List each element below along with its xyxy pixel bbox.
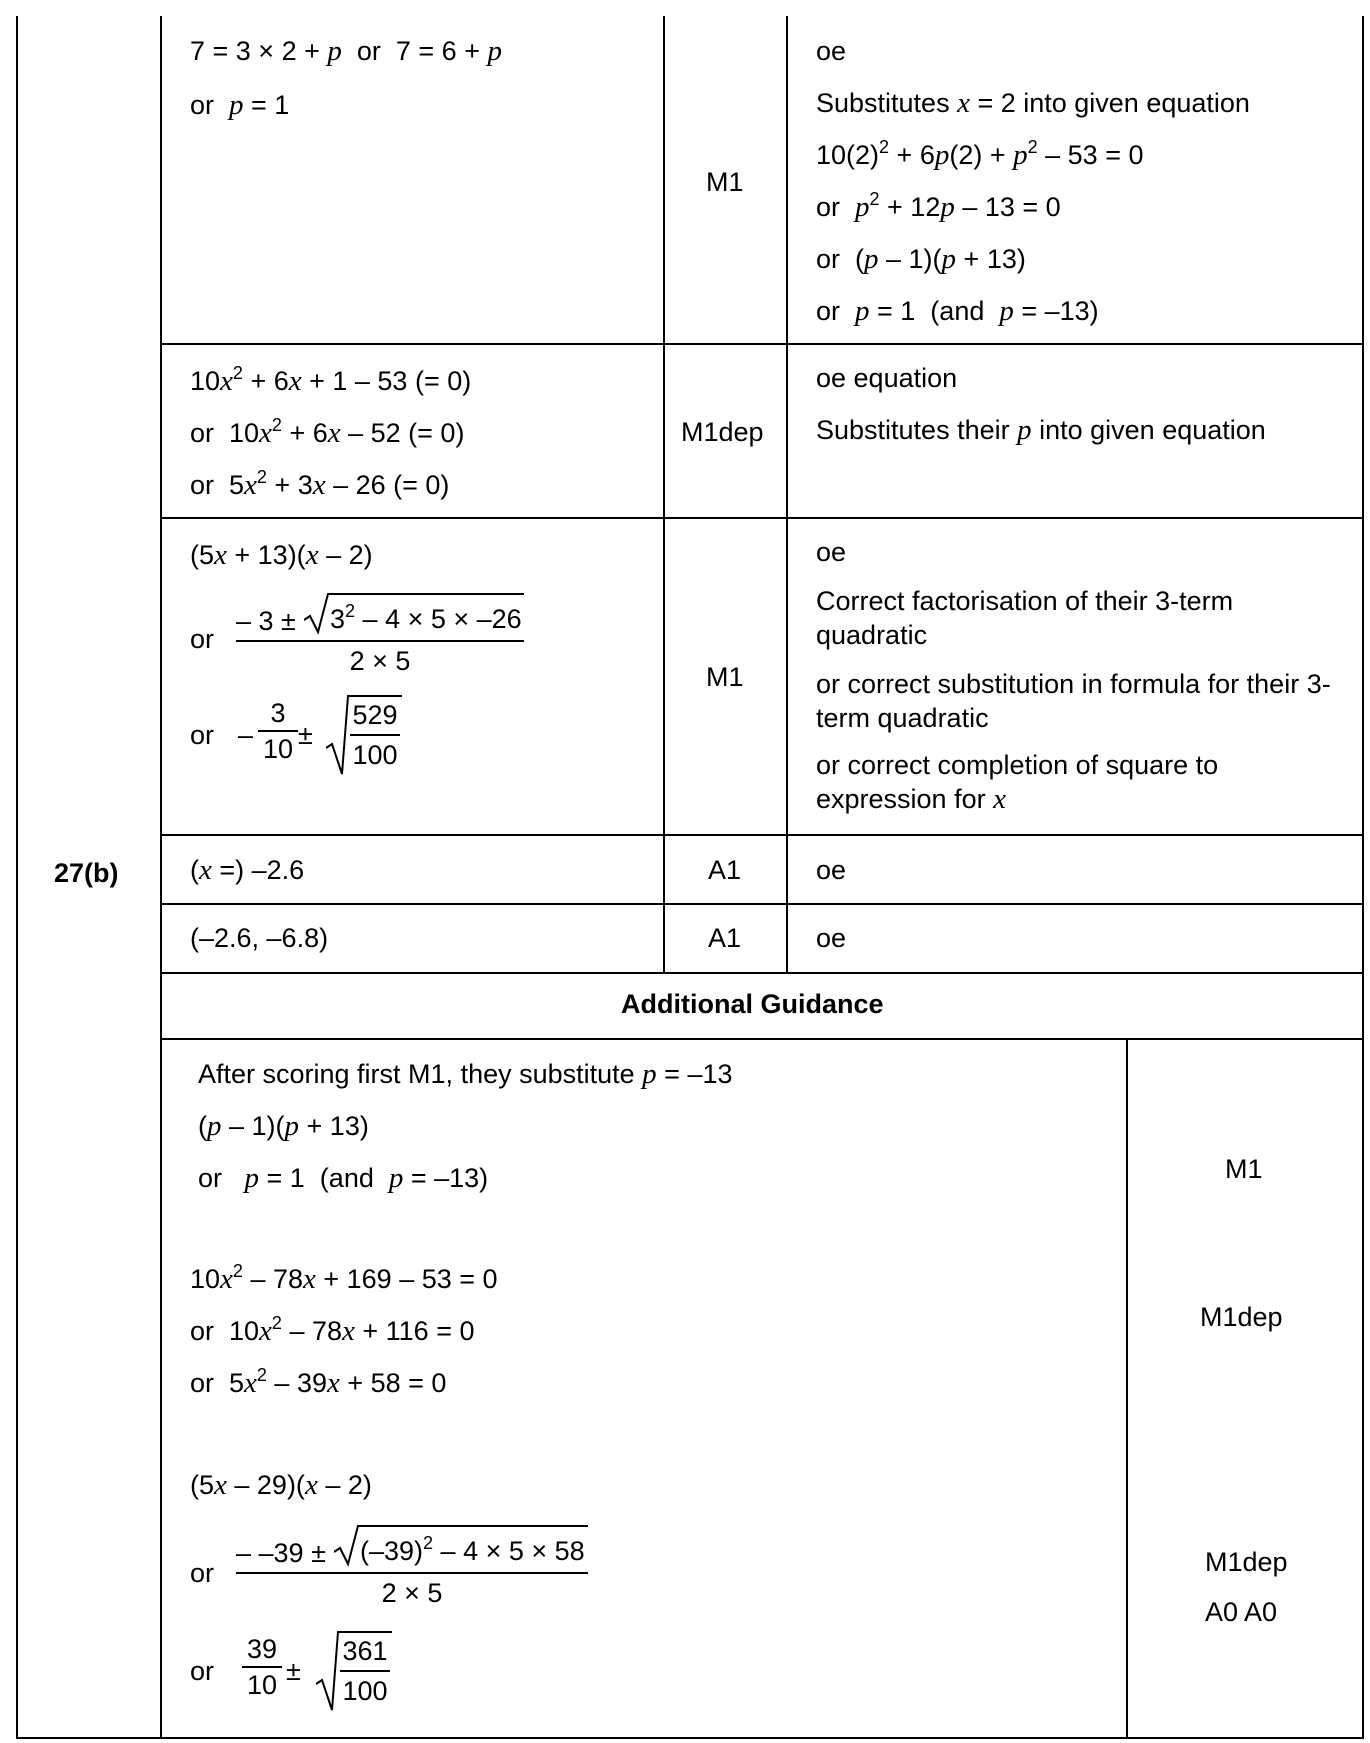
guidance-mark: M1	[1225, 1154, 1263, 1184]
table-border-bottom	[16, 1737, 1364, 1739]
guidance-mark: A0 A0	[1205, 1597, 1278, 1627]
guidance-line: After scoring first M1, they substitute p = –13	[198, 1058, 733, 1090]
working-line: or p = 1	[190, 89, 290, 121]
guidance-heading: Additional Guidance	[621, 989, 884, 1019]
comment-line: oe	[816, 537, 847, 567]
working-line: (–2.6, –6.8)	[190, 923, 329, 953]
comment-line: Substitutes their p into given equation	[816, 414, 1266, 446]
working-or: or	[190, 624, 215, 654]
fraction-3-over-10: 3 10	[258, 696, 298, 766]
comment-line: oe	[816, 36, 847, 66]
table-border-left	[16, 16, 18, 1739]
row-divider	[160, 343, 1364, 345]
working-line: or $5x^2 + 3x - 26$ (= 0)	[190, 467, 450, 501]
mark-column-left-divider	[663, 16, 665, 974]
table-border-right	[1362, 16, 1364, 1739]
comment-line: oe equation	[816, 363, 958, 393]
working-line: (x =) –2.6	[190, 854, 305, 886]
mark-cell: A1	[708, 923, 742, 953]
fraction-denominator: 2 × 5	[349, 646, 411, 676]
comment-line: $10(2)^2 + 6p(2) + p^2 - 53 = 0$	[816, 137, 1144, 171]
root-numerator: 529	[352, 700, 398, 730]
question-column-divider	[160, 16, 162, 1739]
guidance-line: or $10x^2 - 78x + 116 = 0$	[190, 1313, 475, 1347]
guidance-mark: M1dep	[1205, 1547, 1288, 1577]
comment-line: or p = 1 (and p = –13)	[816, 295, 1099, 327]
mark-cell: M1	[706, 662, 744, 692]
root-numerator: 361	[342, 1636, 388, 1666]
guidance-line: or $5x^2 - 39x + 58 = 0$	[190, 1365, 447, 1399]
root-529-over-100	[326, 694, 402, 776]
working-line: (5x + 13)(x – 2)	[190, 539, 373, 571]
mark-cell: M1dep	[681, 417, 764, 447]
row-divider	[160, 1038, 1364, 1040]
row-divider	[160, 972, 1364, 974]
guidance-mark-divider	[1126, 1038, 1128, 1739]
plus-minus: ±	[298, 720, 313, 750]
root-denominator: 100	[352, 740, 398, 770]
comment-line: or correct substitution in formula for their 3-term quadratic	[816, 669, 1331, 733]
guidance-line: (p – 1)(p + 13)	[198, 1110, 369, 1142]
comment-line: or (p – 1)(p + 13)	[816, 243, 1026, 275]
fraction-denominator: 2 × 5	[381, 1578, 443, 1608]
working-line: $10x^2 + 6x + 1 - 53$ (= 0)	[190, 363, 472, 397]
guidance-mark: M1dep	[1200, 1302, 1283, 1332]
row-divider	[160, 834, 1364, 836]
question-number: 27(b)	[54, 858, 119, 888]
comment-line: or $p^2 + 12p - 13 = 0$	[816, 189, 1061, 223]
minus-sign: –	[238, 720, 254, 750]
comment-line: Correct factorisation of their 3-term quadratic	[816, 586, 1234, 650]
row-divider	[160, 517, 1364, 519]
working-or: or	[190, 720, 215, 750]
guidance-line: $10x^2 - 78x + 169 - 53 = 0$	[190, 1261, 498, 1295]
plus-minus: ±	[286, 1656, 301, 1686]
comment-line: Substitutes x = 2 into given equation	[816, 87, 1250, 119]
root-denominator: 100	[342, 1676, 388, 1706]
row-divider	[160, 903, 1364, 905]
mark-cell: M1	[706, 167, 744, 197]
working-line: 7 = 3 × 2 + p or 7 = 6 + p	[190, 35, 502, 67]
root-361-over-100	[316, 1630, 392, 1712]
guidance-or: or	[190, 1656, 215, 1686]
comment-line: or correct completion of square to expression for x	[816, 750, 1219, 815]
mark-column-right-divider	[786, 16, 788, 974]
comment-line: oe	[816, 923, 847, 953]
fraction-39-over-10: 39 10	[242, 1632, 282, 1702]
guidance-line: or p = 1 (and p = –13)	[198, 1162, 489, 1194]
guidance-or: or	[190, 1558, 215, 1588]
mark-cell: A1	[708, 855, 742, 885]
comment-line: oe	[816, 855, 847, 885]
working-line: or $10x^2 + 6x - 52$ (= 0)	[190, 415, 465, 449]
guidance-line: (5x – 29)(x – 2)	[190, 1469, 372, 1501]
